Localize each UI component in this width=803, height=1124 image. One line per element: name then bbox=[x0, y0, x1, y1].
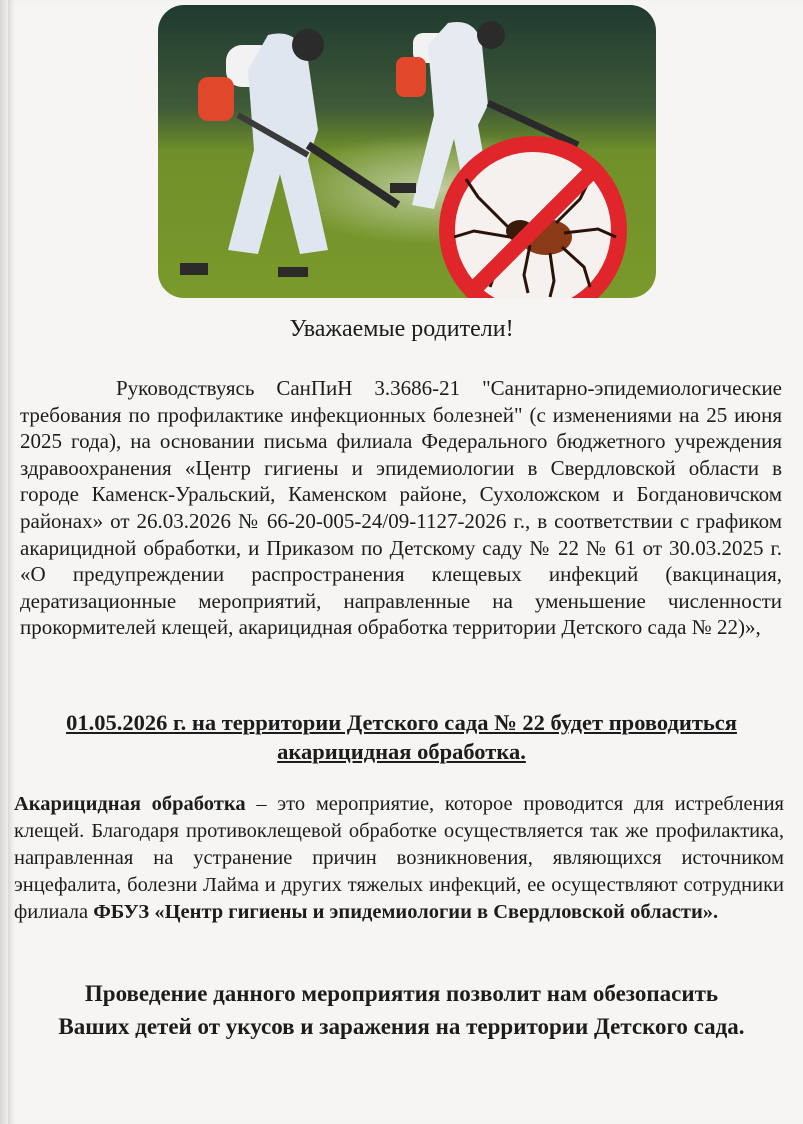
definition-term: Акарицидная обработка bbox=[14, 793, 246, 815]
announcement-line-1: 01.05.2026 г. на территории Детского сада № 22 будет проводиться bbox=[66, 710, 737, 735]
organization-name: ФБУЗ «Центр гигиены и эпидемиологии в Свердловской области». bbox=[93, 901, 719, 923]
legal-basis-paragraph: Руководствуясь СанПиН 3.3686-21 "Санитарно-эпидемиологические требования по профилактике инфекционных болезней" (с изменениями на 25 июня 2025 года), на основании письма филиала Федерального бюджетного учреждения здравоохранения «Центр гигиены и эпидемиологии в Свердловской области в городе Каменск-Уральский, Каменском районе, Сухоложском и Богдановичском районах» от 26.03.2026 № 66-20-005-24/09-1127-2026 г., в соответствии с графиком акарицидной обработки, и Приказом по Детскому саду № 22 № 61 от 30.03.2025 г. «О предупреждении распространения клещевых инфекций (вакцинация, дератизационные мероприятий, направленные на уменьшение численности прокормителей клещей, акарицидная обработка территории Детского сада № 22)», bbox=[20, 376, 782, 640]
definition-paragraph bbox=[14, 791, 784, 926]
disinfection-photo bbox=[158, 5, 656, 298]
announcement-heading bbox=[0, 708, 803, 766]
closing-statement bbox=[0, 977, 803, 1043]
page-edge bbox=[0, 0, 8, 1124]
no-ticks-sign-icon bbox=[447, 144, 619, 298]
greeting-heading: Уважаемые родители! bbox=[289, 316, 514, 342]
closing-line-1: Проведение данного мероприятия позволит нам обезопасить bbox=[84, 981, 719, 1006]
announcement-line-2: акарицидная обработка. bbox=[277, 739, 526, 764]
definition-text: – это мероприятие, которое проводится для истребления клещей. Благодаря противоклещевой обработке осуществляется так же профилактика, направленная на устранение причин возникновения, являющихся источником энцефалита, болезни Лайма и других тяжелых инфекций, ее осуществляют сотрудники филиала bbox=[14, 793, 784, 923]
closing-line-2: Ваших детей от укусов и заражения на территории Детского сада. bbox=[58, 1014, 745, 1039]
